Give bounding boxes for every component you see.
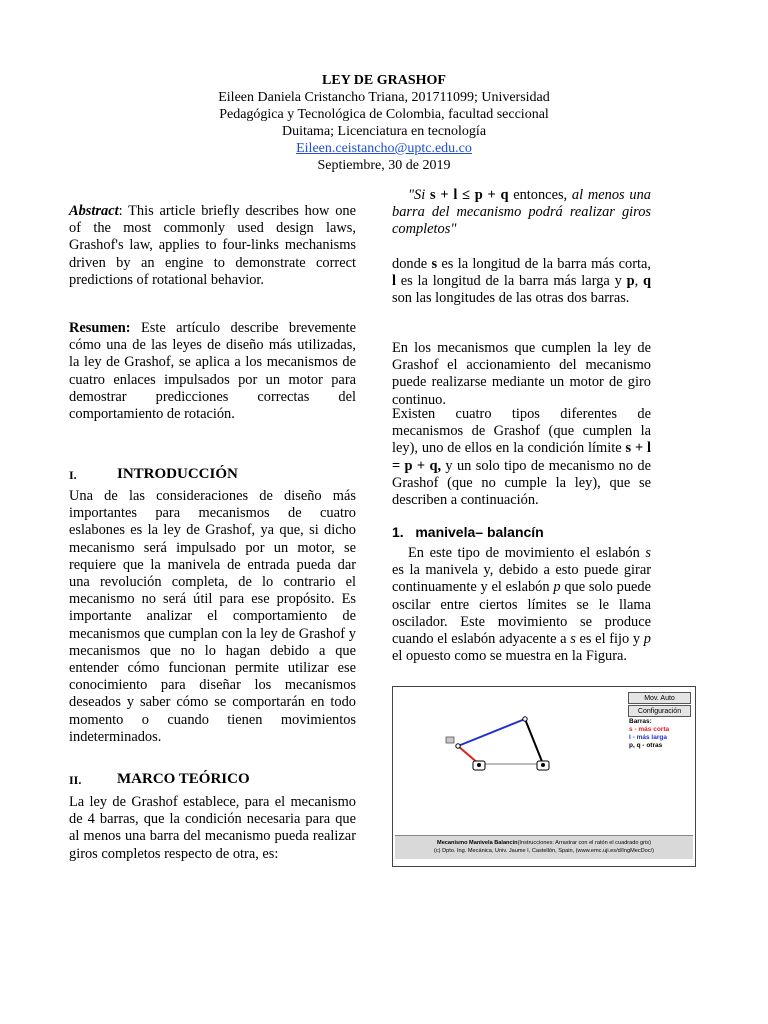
mechanism-figure — [392, 686, 696, 867]
author-line-1: Eileen Daniela Cristancho Triana, 201711099; Universidad — [218, 90, 550, 105]
var-p: p — [626, 273, 635, 290]
marco-heading-text: MARCO TEÓRICO — [117, 771, 250, 787]
sub1-text-3: que solo puede oscilar entre ciertos límites se le llama oscilador. Este movimiento se produce cuando el eslabón adyacente a — [392, 579, 651, 648]
link-p-rocker — [525, 719, 543, 764]
joint-a — [456, 744, 460, 748]
sub1-var-p: p — [553, 579, 561, 596]
marco-heading — [69, 771, 356, 791]
grashof-paragraph: En los mecanismos que cumplen la ley de Grashof el accionamiento del mecanismo puede realizarse mediante un motor de giro continuo. — [392, 340, 651, 408]
types-text-2: y un solo tipo de mecanismo no de Grashof (que no cumple la ley), que se describen a continuación. — [392, 457, 651, 509]
var-q: q — [642, 273, 651, 290]
caption-instructions: (Instrucciones: Arrastrar con el ratón el cuadrado gris) — [517, 840, 651, 846]
paper-title: LEY DE GRASHOF — [322, 73, 446, 88]
drag-handle-square[interactable] — [446, 737, 454, 743]
caption-credit: (c) Dpto. Ing. Mecánica, Univ. Jaume I, Castellón, Spain, (www.emc.uji.es/d/IngMecDoc/) — [434, 848, 654, 854]
abstract-label: Abstract — [69, 203, 119, 219]
intro-number: I. — [69, 468, 77, 482]
legend-l: l - más larga — [629, 734, 667, 741]
definitions-text-2: es la longitud de la barra más corta, — [437, 256, 651, 272]
ground-pivot-right — [537, 761, 549, 770]
types-paragraph — [392, 406, 651, 509]
quote-condition: s + l ≤ p + q — [430, 187, 509, 203]
author-line-3: Duitama; Licenciatura en tecnología — [281, 124, 487, 139]
definitions-text-5: son las longitudes de las otras dos barras. — [392, 290, 630, 307]
paper-header — [0, 72, 768, 174]
intro-paragraph: Una de las consideraciones de diseño más importantes para mecanismos de cuatro eslabones es la ley de Grashof, ya que, si dicho mecanismo será impulsado por un motor, se requiere que la manivela de entrada pueda dar una revolución completa, de lo contrario el mecanismo no será útil para ese propósito. Es importante analizar el comportamiento de mecanismos que cumplan con la ley de Grashof y mecanismos que no lo hagan debido a que entender cómo funcionan permite utilizar ese conocimiento para diseñar los mecanismos deseados y saber cómo se comportarán en todo momento o cuando tienen movimientos indeterminados. — [69, 488, 356, 745]
marco-paragraph: La ley de Grashof establece, para el mecanismo de 4 barras, que la condición necesaria para que al menos una barra del mecanismo pueda realizar giros completos respecto de otra, es: — [69, 794, 356, 862]
intro-heading — [69, 466, 356, 486]
author-line-2: Pedagógica y Tecnológica de Colombia, facultad seccional — [219, 107, 549, 122]
legend-s: s - más corta — [629, 726, 670, 733]
ground-pivot-left — [473, 761, 485, 770]
legend-title: Barras: — [629, 718, 652, 725]
sub1-var-s2: s — [570, 631, 576, 648]
types-condition: s + l = p + q, — [392, 440, 652, 474]
quote-open: "Si — [408, 187, 430, 203]
sub1-text-1: En este tipo de movimiento el eslabón — [408, 545, 646, 561]
mechanism-diagram — [393, 687, 623, 827]
subsection-heading: 1. manivela– balancín — [392, 524, 544, 540]
resumen-paragraph — [69, 320, 356, 423]
resumen-label: Resumen: — [69, 320, 131, 336]
legend-pq: p, q - otras — [629, 742, 663, 749]
definitions-text-4: , — [634, 273, 643, 290]
marco-number: II. — [69, 773, 82, 787]
figure-caption — [395, 835, 693, 859]
var-s: s — [431, 256, 438, 272]
grashof-condition-quote — [392, 187, 651, 239]
abstract-paragraph — [69, 203, 356, 289]
link-l-coupler — [458, 719, 525, 746]
definitions-text-3: es la longitud de la barra más larga y — [396, 273, 627, 290]
var-l: l — [392, 273, 396, 290]
bars-legend — [629, 718, 669, 750]
resumen-text: Este artículo describe brevemente cómo una de las leyes de diseño más utilizadas, la ley de Grashof, se aplica a los mecanismos de cuatro enlaces impulsados por un motor para demostrar predicciones correctas del comportamiento de rotación. — [69, 320, 356, 423]
types-text-1: Existen cuatro tipos diferentes de mecanismos de Grashof (que cumplen la ley), uno de ellos en la condición límite — [392, 406, 651, 457]
definitions-paragraph — [392, 256, 651, 308]
sub1-var-s: s — [645, 545, 651, 561]
joint-b — [523, 717, 527, 721]
paper-date: Septiembre, 30 de 2019 — [317, 158, 451, 173]
configuracion-button[interactable]: Configuración — [628, 705, 691, 717]
sub1-text-5: el opuesto como se muestra en la Figura. — [392, 648, 627, 665]
caption-title: Mecanismo Manivela Balancín — [437, 840, 518, 846]
sub1-text-2: es la manivela y, debido a esto puede girar continuamente y el eslabón — [392, 562, 651, 596]
author-email-link[interactable]: Eileen.ceistancho@uptc.edu.co — [296, 141, 472, 156]
sub1-text-4: es el fijo y — [575, 631, 644, 648]
mov-auto-button[interactable]: Mov. Auto — [628, 692, 691, 704]
definitions-text-1: donde — [392, 256, 432, 272]
sub1-var-p2: p — [643, 631, 651, 648]
quote-rest: al menos una barra del mecanismo podrá realizar giros completos" — [392, 187, 651, 238]
abstract-text: : This article briefly describes how one of the most commonly used design laws, Grashof's law, applies to four-links mechanisms driven by an engine to demonstrate correct predictions of rotational behavior. — [69, 203, 356, 288]
subsection-paragraph — [392, 545, 651, 665]
intro-heading-text: INTRODUCCIÓN — [117, 466, 238, 482]
quote-mid: entonces, — [508, 187, 572, 203]
